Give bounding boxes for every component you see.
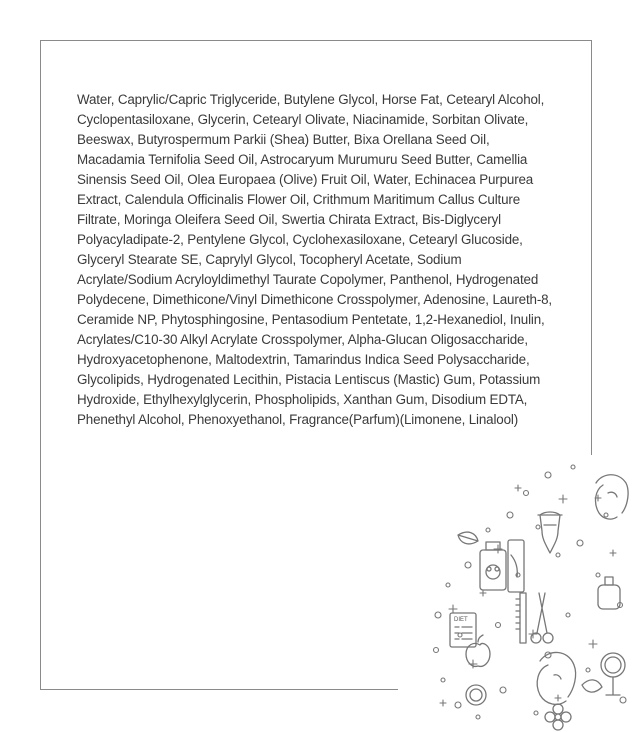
beauty-doodle-pattern-icon <box>398 455 634 732</box>
ingredients-text: Water, Caprylic/Capric Triglyceride, Butylene Glycol, Horse Fat, Cetearyl Alcohol, Cyclopentasiloxane, Glycerin, Cetearyl Olivate, Niacinamide, Sorbitan Olivate, Beeswax, Butyrospermum Parkii (Shea) Butter, Bixa Orellana Seed Oil, Macadamia Ternifolia Seed Oil, Astrocaryum Murumuru Seed Butter, Camellia Sinensis Seed Oil, Olea Europaea (Olive) Fruit Oil, Water, Echinacea Purpurea Extract, Calendula Officinalis Flower Oil, Crithmum Maritimum Callus Culture Filtrate, Moringa Oleifera Seed Oil, Swertia Chirata Extract, Bis-Diglyceryl Polyacyladipate-2, Pentylene Glycol, Cyclohexasiloxane, Cetearyl Glucoside, Glyceryl Stearate SE, Caprylyl Glycol, Tocopheryl Acetate, Sodium Acrylate/Sodium Acryloyldimethyl Taurate Copolymer, Panthenol, Hydrogenated Polydecene, Dimethicone/Vinyl Dimethicone Crosspolymer, Adenosine, Laureth-8, Ceramide NP, Phytosphingosine, Pentasodium Pentetate, 1,2-Hexanediol, Inulin, Acrylates/C10-30 Alkyl Acrylate Crosspolymer, Alpha-Glucan Oligosaccharide, Hydroxyacetophenone, Maltodextrin, Tamarindus Indica Seed Polysaccharide, Glycolipids, Hydrogenated Lecithin, Pistacia Lentiscus (Mastic) Gum, Potassium Hydroxide, Ethylhexylglycerin, Phospholipids, Xanthan Gum, Disodium EDTA, Phenethyl Alcohol, Phenoxyethanol, Fragrance(Parfum)(Limonene, Linalool) <box>77 92 552 428</box>
diet-label: DIET <box>454 617 468 623</box>
